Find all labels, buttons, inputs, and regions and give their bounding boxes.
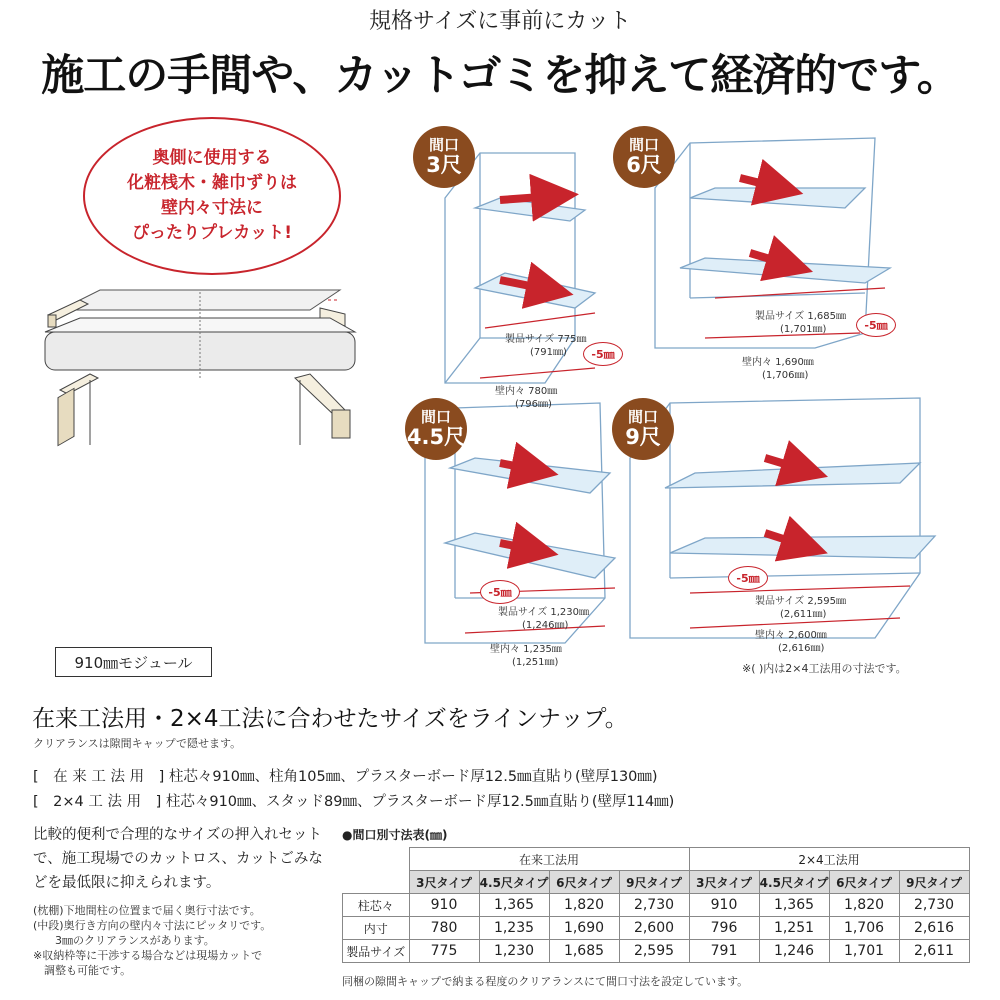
table-cell: 2,730	[619, 894, 689, 917]
product-size-sub: (2,611㎜)	[780, 609, 827, 620]
badge-top: 間口	[628, 136, 659, 155]
table-cell: 791	[689, 940, 759, 963]
row-label: 柱芯々	[343, 894, 410, 917]
callout-line: 奥側に使用する	[152, 148, 272, 168]
row-label: 内寸	[343, 917, 410, 940]
badge-bottom: 6尺	[626, 152, 662, 177]
badge-bottom: 4.5尺	[406, 424, 466, 449]
closet-units-illustration	[395, 118, 985, 658]
table-cell: 1,690	[549, 917, 619, 940]
type-header: 6尺タイプ	[829, 871, 899, 894]
product-size-sub: (1,701㎜)	[780, 324, 827, 335]
type-header: 6尺タイプ	[549, 871, 619, 894]
type-header: 4.5尺タイプ	[759, 871, 829, 894]
badge-3-shaku	[413, 126, 475, 188]
notes	[33, 903, 271, 978]
table-cell: 1,706	[829, 917, 899, 940]
product-size-label: 製品サイズ 775㎜	[505, 334, 587, 345]
table-cell: 780	[409, 917, 479, 940]
badge-top: 間口	[428, 136, 459, 155]
footer-note: 同梱の隙間キャップで納まる程度のクリアランスにて間口寸法を設定しています。	[342, 975, 749, 988]
badge-4-5-shaku	[405, 398, 467, 460]
table-cell: 1,685	[549, 940, 619, 963]
product-size-sub: (1,246㎜)	[522, 620, 569, 631]
table-cell: 1,701	[829, 940, 899, 963]
badge-9-shaku	[612, 398, 674, 460]
wall-inner-sub: (1,706㎜)	[762, 370, 809, 381]
callout-line: 壁内々寸法に	[161, 198, 263, 218]
product-size-sub: (791㎜)	[530, 347, 567, 358]
product-size-label: 製品サイズ 2,595㎜	[755, 596, 847, 607]
note-line: 3㎜のクリアランスがあります。	[33, 934, 215, 947]
minus-5mm-badge: -5㎜	[480, 580, 520, 604]
table-cell: 1,251	[759, 917, 829, 940]
clearance-note: クリアランスは隙間キャップで隠せます。	[33, 737, 242, 750]
wall-inner-label: 壁内々 1,690㎜	[742, 357, 814, 368]
table-cell: 1,820	[829, 894, 899, 917]
type-header: 3尺タイプ	[689, 871, 759, 894]
minus-5mm-badge: -5㎜	[583, 342, 623, 366]
badge-6-shaku	[613, 126, 675, 188]
type-header: 4.5尺タイプ	[479, 871, 549, 894]
product-size-label: 製品サイズ 1,685㎜	[755, 311, 847, 322]
group-header: 2×4工法用	[689, 848, 969, 871]
type-header: 9尺タイプ	[619, 871, 689, 894]
badge-bottom: 9尺	[625, 424, 661, 449]
note-line: 調整も可能です。	[33, 964, 132, 977]
spec-conventional	[33, 765, 658, 786]
note-line: (中段)奥行き方向の壁内々寸法にピッタリです。	[33, 919, 272, 932]
table-cell: 775	[409, 940, 479, 963]
shelf-section-illustration	[40, 270, 370, 450]
table-row	[343, 940, 970, 963]
lineup-heading: 在来工法用・2×4工法に合わせたサイズをラインナップ。	[32, 706, 628, 732]
wall-inner-sub: (796㎜)	[515, 399, 552, 410]
table-cell: 1,365	[479, 894, 549, 917]
callout-line: 化粧桟木・雑巾ずりは	[127, 173, 297, 193]
page-title: 施工の手間や、カットゴミを抑えて経済的です。	[41, 51, 959, 101]
wall-inner-label: 壁内々 2,600㎜	[755, 630, 827, 641]
parenthesis-note: ※( )内は2×4工法用の寸法です。	[742, 662, 907, 675]
table-cell: 2,611	[899, 940, 969, 963]
table-cell: 910	[409, 894, 479, 917]
table-cell: 1,246	[759, 940, 829, 963]
table-cell: 1,365	[759, 894, 829, 917]
table-cell: 2,600	[619, 917, 689, 940]
wall-inner-label: 壁内々 780㎜	[495, 386, 558, 397]
wall-inner-sub: (2,616㎜)	[778, 643, 825, 654]
table-cell: 1,820	[549, 894, 619, 917]
spec-label: [ 2×4 工 法 用 ]	[33, 794, 162, 810]
table-cell: 1,230	[479, 940, 549, 963]
row-label: 製品サイズ	[343, 940, 410, 963]
unit-3-shaku	[445, 153, 595, 383]
table-cell: 2,595	[619, 940, 689, 963]
badge-top: 間口	[420, 408, 451, 427]
table-cell: 796	[689, 917, 759, 940]
product-size-label: 製品サイズ 1,230㎜	[498, 607, 590, 618]
badge-bottom: 3尺	[426, 152, 462, 177]
table-title: ●間口別寸法表(㎜)	[342, 828, 448, 842]
wall-inner-sub: (1,251㎜)	[512, 657, 559, 668]
subtitle: 規格サイズに事前にカット	[368, 9, 632, 34]
group-header: 在来工法用	[409, 848, 689, 871]
note-line: ※収納枠等に干渉する場合などは現場カットで	[33, 949, 263, 962]
table-cell: 910	[689, 894, 759, 917]
description: 比較的便利で合理的なサイズの押入れセットで、施工現場でのカットロス、カットごみなどを最低限に抑えられます。	[33, 827, 323, 891]
table-cell: 1,235	[479, 917, 549, 940]
spec-2x4	[33, 790, 674, 811]
badge-top: 間口	[627, 408, 658, 427]
spec-text: 柱芯々910㎜、柱角105㎜、プラスターボード厚12.5㎜直貼り(壁厚130㎜)	[168, 769, 658, 785]
group-header-row	[343, 848, 970, 871]
module-label: 910㎜モジュール	[55, 647, 212, 677]
note-line: (枕棚)下地間柱の位置まで届く奥行寸法です。	[33, 904, 261, 917]
table-row	[343, 917, 970, 940]
callout-circle	[83, 117, 341, 275]
table-cell: 2,730	[899, 894, 969, 917]
minus-5mm-badge: -5㎜	[728, 566, 768, 590]
type-header-row	[343, 871, 970, 894]
type-header: 3尺タイプ	[409, 871, 479, 894]
dimension-table	[342, 847, 970, 963]
minus-5mm-badge: -5㎜	[856, 313, 896, 337]
table-cell: 2,616	[899, 917, 969, 940]
spec-label: [ 在 来 工 法 用 ]	[33, 769, 165, 785]
type-header: 9尺タイプ	[899, 871, 969, 894]
callout-line: ぴったりプレカット!	[132, 223, 292, 243]
spec-text: 柱芯々910㎜、スタッド89㎜、プラスターボード厚12.5㎜直貼り(壁厚114㎜)	[165, 794, 675, 810]
wall-inner-label: 壁内々 1,235㎜	[490, 644, 562, 655]
table-row	[343, 894, 970, 917]
